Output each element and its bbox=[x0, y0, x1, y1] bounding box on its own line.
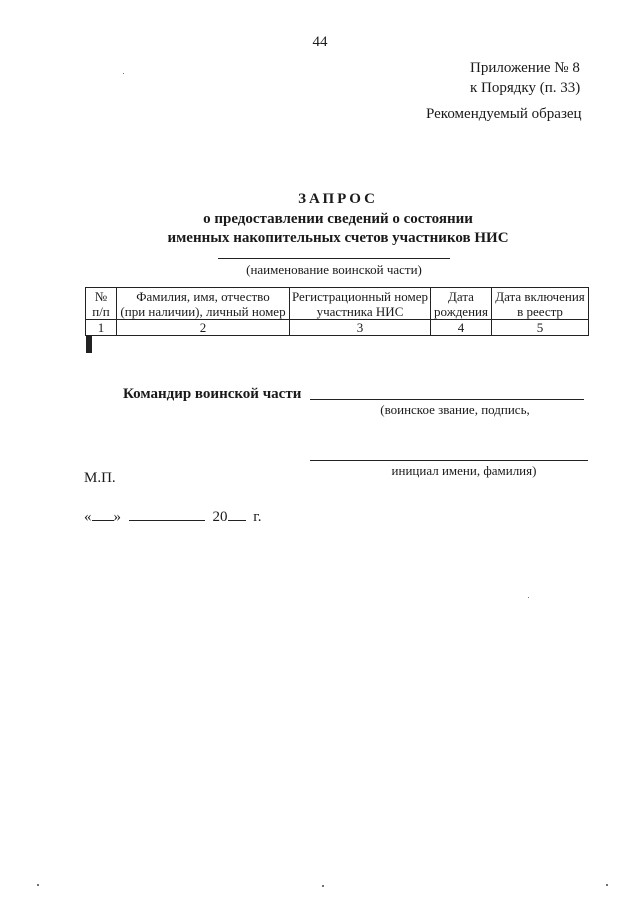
request-table bbox=[85, 287, 589, 356]
header-cell-registration-number: Регистрационный номер участника НИС bbox=[290, 288, 431, 320]
unit-name-blank-line bbox=[218, 258, 450, 259]
year-blank bbox=[228, 505, 246, 521]
appendix-reference bbox=[470, 58, 580, 98]
page-number: 44 bbox=[312, 34, 328, 50]
scan-speck bbox=[528, 597, 529, 598]
scan-speck bbox=[606, 884, 608, 886]
header-cell-full-name: Фамилия, имя, отчество (при наличии), личный номер bbox=[117, 288, 290, 320]
signature-blank-line-1 bbox=[310, 399, 584, 400]
column-number-cell: 4 bbox=[431, 320, 492, 336]
signature-caption-2: инициал имени, фамилия) bbox=[391, 463, 537, 478]
column-number-cell: 2 bbox=[117, 320, 290, 336]
day-blank bbox=[92, 505, 114, 521]
unit-name-caption: (наименование воинской части) bbox=[246, 262, 422, 277]
date-line bbox=[84, 505, 261, 526]
subtitle-line-1: о предоставлении сведений о состоянии bbox=[203, 211, 473, 227]
signature-blank-line-2 bbox=[310, 460, 588, 461]
table-header-row bbox=[86, 288, 589, 320]
commander-label: Командир воинской части bbox=[123, 386, 302, 402]
header-cell-number: № п/п bbox=[86, 288, 117, 320]
stamp-place-label: М.П. bbox=[84, 470, 116, 486]
header-cell-registry-date: Дата включения в реестр bbox=[492, 288, 589, 320]
column-number-cell: 3 bbox=[290, 320, 431, 336]
appendix-order-reference: к Порядку (п. 33) bbox=[470, 80, 581, 96]
column-number-cell: 1 bbox=[86, 320, 117, 336]
year-prefix: 20 bbox=[212, 509, 228, 525]
document-title: ЗАПРОС bbox=[298, 191, 378, 207]
subtitle-line-2: именных накопительных счетов участников НИС bbox=[167, 230, 509, 246]
year-suffix: г. bbox=[253, 509, 262, 525]
empty-cell bbox=[90, 337, 91, 353]
date-open-quote: « bbox=[84, 509, 92, 525]
table-row-column-numbers bbox=[86, 320, 589, 336]
sample-label: Рекомендуемый образец bbox=[426, 106, 582, 122]
column-number-cell: 5 bbox=[492, 320, 589, 336]
signature-caption-1: (воинское звание, подпись, bbox=[380, 402, 530, 417]
month-blank bbox=[129, 505, 205, 521]
table-row-empty bbox=[86, 336, 92, 352]
document-subtitle bbox=[0, 210, 640, 248]
scan-speck bbox=[123, 73, 124, 74]
date-close-quote: » bbox=[113, 509, 121, 525]
appendix-number: Приложение № 8 bbox=[470, 60, 580, 76]
header-cell-birth-date: Дата рождения bbox=[431, 288, 492, 320]
scan-speck bbox=[322, 885, 324, 887]
scan-speck bbox=[37, 884, 39, 886]
